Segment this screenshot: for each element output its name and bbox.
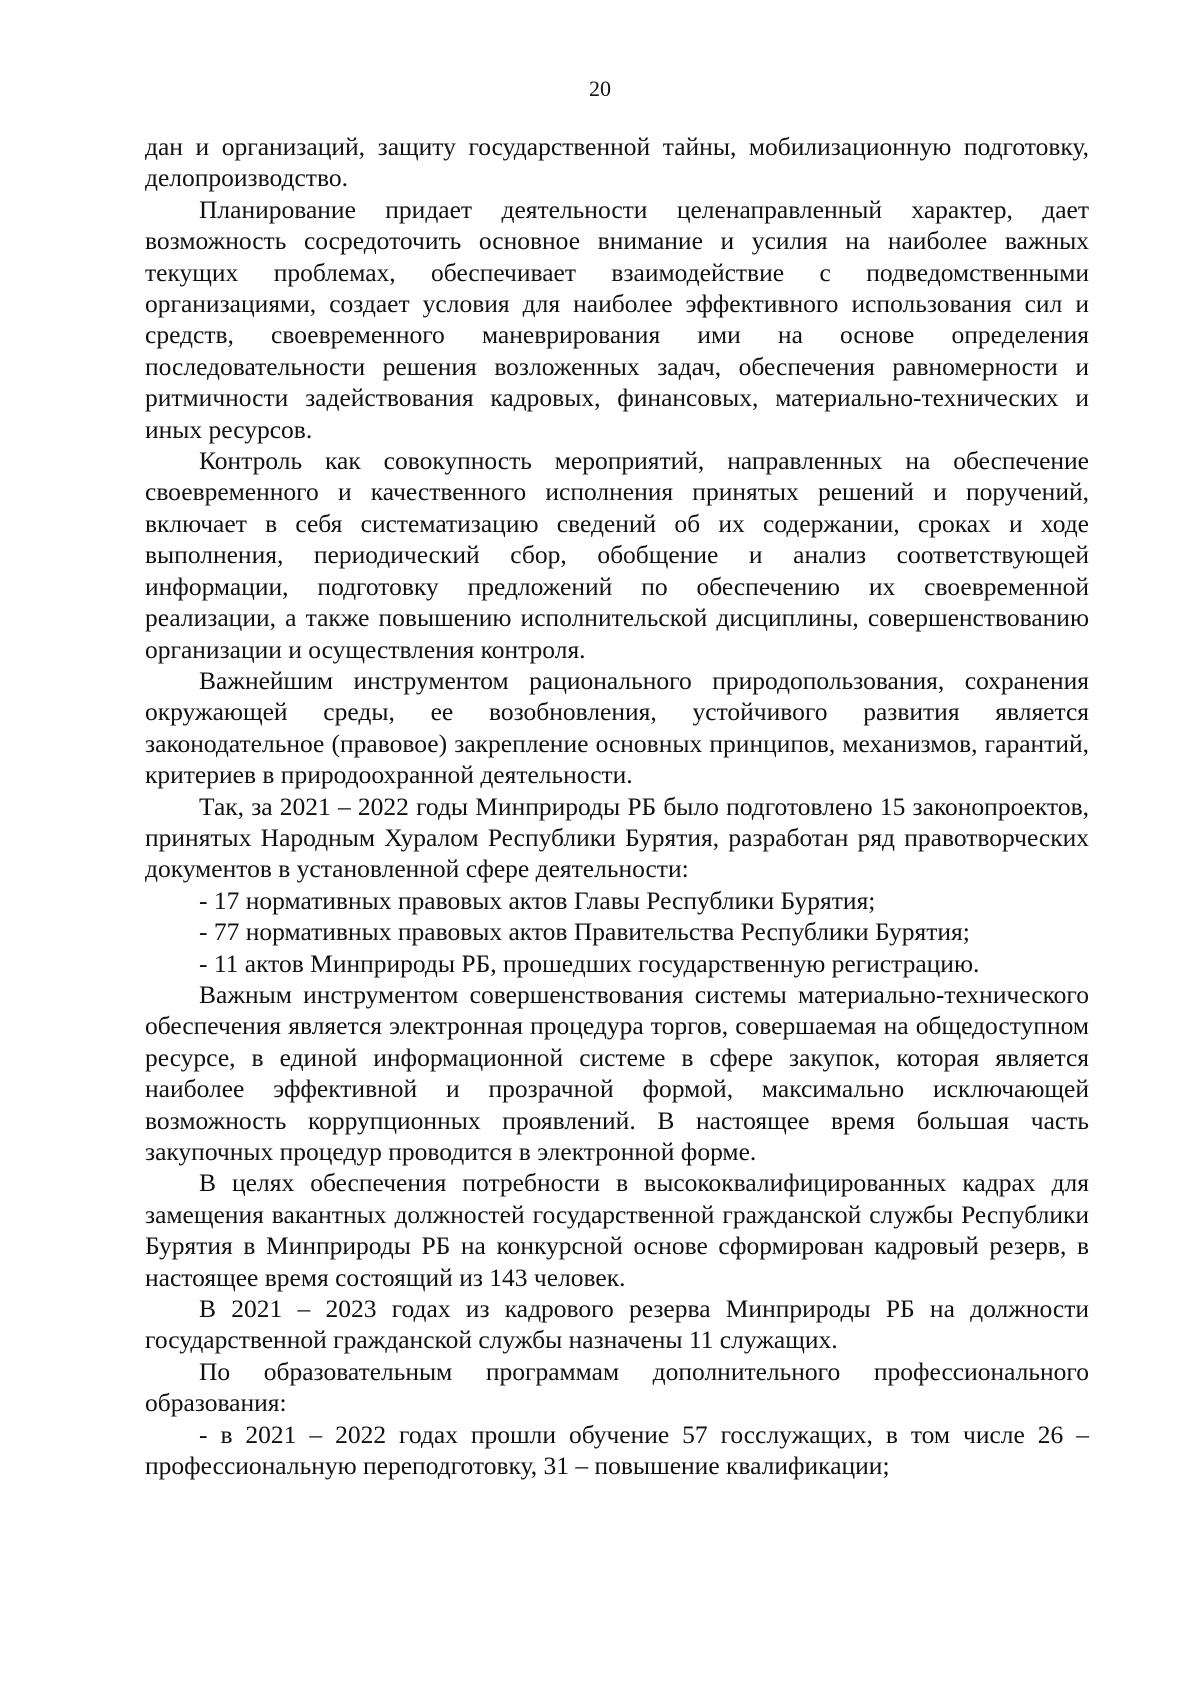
paragraph-control: Контроль как совокупность мероприятий, направленных на обеспечение своевременного и качественного исполнения принятых решений и поручений, включает в себя систематизацию сведений об их содержании, сроках и ходе выполнения, периодический сбор, обобщение и анализ соответствующей информации, подготовку предложений по обеспечению их своевременной реализации, а также повышению исполнительской дисциплины, совершенствованию организации и осуществления контроля. (145, 446, 1089, 664)
paragraph-procurement: Важным инструментом совершенствования системы материально-технического обеспечения является электронная процедура торгов, совершаемая на общедоступном ресурсе, в единой информационной системе в сфере закупок, которая является наиболее эффективной и прозрачной формой, максимально исключающей возможность коррупционных проявлений. В настоящее время большая часть закупочных процедур проводится в электронной форме. (145, 979, 1089, 1166)
list-item-head-acts: - 17 нормативных правовых актов Главы Республики Бурятия; (199, 885, 876, 915)
paragraph-bills: Так, за 2021 – 2022 годы Минприроды РБ было подготовлено 15 законопроектов, принятых Народным Хуралом Республики Бурятия, разработан ряд правотворческих документов в установленной сфере деятельности: (145, 791, 1089, 884)
document-body (145, 131, 1089, 1481)
paragraph-education: По образовательным программам дополнительного профессионального образования: (145, 1356, 1089, 1418)
list-item-ministry-acts: - 11 актов Минприроды РБ, прошедших государственную регистрацию. (199, 948, 980, 978)
list-item-training: - в 2021 – 2022 годах прошли обучение 57 госслужащих, в том числе 26 – профессиональную переподготовку, 31 – повышение квалификации; (145, 1419, 1089, 1481)
paragraph-appointments: В 2021 – 2023 годах из кадрового резерва Минприроды РБ на должности государственной гражданской службы назначены 11 служащих. (145, 1294, 1089, 1355)
paragraph-legislation: Важнейшим инструментом рационального природопользования, сохранения окружающей среды, ее возобновления, устойчивого развития является законодательное (правовое) закрепление основных принципов, механизмов, гарантий, критериев в природоохранной деятельности. (145, 665, 1089, 790)
paragraph-personnel-reserve: В целях обеспечения потребности в высококвалифицированных кадрах для замещения вакантных должностей государственной гражданской службы Республики Бурятия в Минприроды РБ на конкурсной основе сформирован кадровый резерв, в настоящее время состоящий из 143 человек. (145, 1168, 1089, 1292)
paragraph-continuation: дан и организаций, защиту государственной тайны, мобилизационную подготовку, делопроизводство. (145, 132, 1089, 193)
list-item-government-acts: - 77 нормативных правовых актов Правительства Республики Бурятия; (199, 917, 970, 947)
page-number: 20 (589, 76, 611, 101)
paragraph-planning: Планирование придает деятельности целенаправленный характер, дает возможность сосредоточить основное внимание и усилия на наиболее важных текущих проблемах, обеспечивает взаимодействие с подведомственными организациями, создает условия для наиболее эффективного использования сил и средств, своевременного маневрирования ими на основе определения последовательности решения возложенных задач, обеспечения равномерности и ритмичности задействования кадровых, финансовых, материально-технических и иных ресурсов. (145, 194, 1089, 444)
